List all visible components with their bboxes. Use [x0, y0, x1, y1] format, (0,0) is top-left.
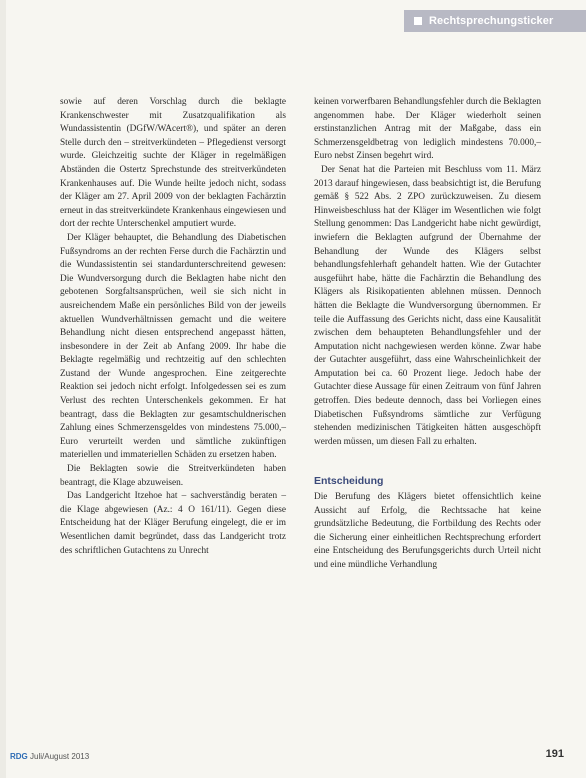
section-ticker-banner — [404, 10, 586, 32]
left-text-column — [60, 96, 286, 558]
page-edge — [0, 0, 6, 778]
right-text-column — [314, 96, 541, 573]
footer-issue — [10, 752, 89, 761]
paragraph: Das Landgericht Itzehoe hat – sachverständig beraten – die Klage abgewiesen (Az.: 4 O 161/11). Gegen diese Entscheidung hat der Kläger Berufung eingelegt, die er im Wesentlichen damit begründet, dass das Landgericht trotz des schriftlichen Gutachtens zu Unrecht — [60, 491, 286, 556]
paragraph: Die Berufung des Klägers bietet offensichtlich keine Aussicht auf Erfolg, die Rechtssache hat keine grundsätzliche Bedeutung, die Fortbildung des Rechts oder die Sicherung einer einheitlichen Rechtsprechung erfordert eine Entscheidung des Berufungsgerichts durch Urteil nicht und eine mündliche Verhandlung — [314, 492, 541, 570]
paragraph: Der Senat hat die Parteien mit Beschluss vom 11. März 2013 darauf hingewiesen, dass beabsichtigt ist, die Berufung gemäß § 522 Abs. 2 ZPO zurückzuweisen. Zu diesem Hinweisbeschluss hat der Kläger im Wesentlichen wie folgt Stellung genommen: Das Landgericht habe nicht gewürdigt, inwiefern die Beklagten aufgrund der Übernahme der Behandlung der Wunde des Klägers selbst behandlungsfehlerhaft gehandelt hatten. Wie der Gutachter ausgeführt habe, hätte die Fachärztin die Behandlung des Klägers als Risikopatienten ablehnen müssen. Dennoch hätten die Beklagte die Wundversorgung übernommen. Er teile die Auffassung des Gerichts nicht, dass eine Kausalität zwischen dem behaupteten Behandlungsfehler und der Amputation nicht nachgewiesen werden könne. Zwar habe der Gutachter ausgeführt, dass eine Wahrscheinlichkeit der Amputation bei ca. 60 Prozent liege. Jedoch habe der Gutachter diese Aussage für einen Zeitraum von fünf Jahren getroffen. Dies bedeute dennoch, dass bei Vorliegen eines Diabetischen Fußsyndroms sämtliche zur Verfügung stehenden medizinischen Tätigkeiten hätten ausgeschöpft werden müssen, um diesen Fall zu erhalten. — [314, 164, 541, 447]
paragraph: sowie auf deren Vorschlag durch die beklagte Krankenschwester mit Zusatzqualifikation als Wundassistentin (DGfW/WAcert®), und später an deren Stelle durch den – streitverkündeten – Pflegedienst versorgt wurde. Gleichzeitig suchte der Kläger in regelmäßigen Abständen die Ostertz Sprechstunde des streitverkündeten Krankenhauses auf. Die Wunde heilte jedoch nicht, sodass der Kläger am 27. April 2009 von der beklagten Fachärztin erneut in das streitverkündete Krankenhaus eingewiesen und dort der rechte Unterschenkel amputiert wurde. — [60, 97, 286, 230]
paragraph: Der Kläger behauptet, die Behandlung des Diabetischen Fußsyndroms an der rechten Ferse durch die Fachärztin und die Wundassistentin sei standardunterschreitend gewesen: Die Wundversorgung durch die Beklagten habe nicht den gebotenen Sorgfaltsansprüchen, weil sie sich nicht in ausreichendem Maße ein persönliches Bild von der jeweils aktuellen Wundverhältnissen gemacht und die weitere Behandlung nicht diesen entsprechend angepasst hätten, insbesondere in der Zeit ab Anfang 2009. Ihr habe die Beklagte regelmäßig und rechtzeitig auf den schlechten Zustand der Wunde angesprochen. Eine zeitgerechte Reaktion sei jedoch nicht erfolgt. Infolgedessen sei es zum Verlust des rechten Unterschenkels gekommen. Er hat beantragt, dass die Beklagten zur gesamtschuldnerischen Zahlung eines Schmerzensgeldes von mindestens 75.000,– Euro verurteilt werden und sämtliche zukünftigen materiellen und immateriellen Schäden zu ersetzen haben. — [60, 232, 286, 461]
section-label: Rechtsprechungsticker — [429, 15, 554, 27]
journal-brand: RDG — [10, 752, 28, 761]
section-spacer — [314, 449, 541, 475]
square-bullet-icon — [414, 17, 422, 25]
page-number: 191 — [545, 748, 564, 760]
issue-date: Juli/August 2013 — [30, 752, 90, 761]
section-heading: Entscheidung — [314, 475, 384, 488]
paragraph: keinen vorwerfbaren Behandlungsfehler durch die Beklagten angenommen habe. Der Kläger wiederholt seinen erstinstanzlichen Antrag mit der Maßgabe, dass ein Schmerzensgeldbetrag von lediglich mindestens 70.000,– Euro nebst Zinsen begehrt wird. — [314, 97, 541, 162]
paragraph: Die Beklagten sowie die Streitverkündeten haben beantragt, die Klage abzuweisen. — [60, 464, 286, 488]
